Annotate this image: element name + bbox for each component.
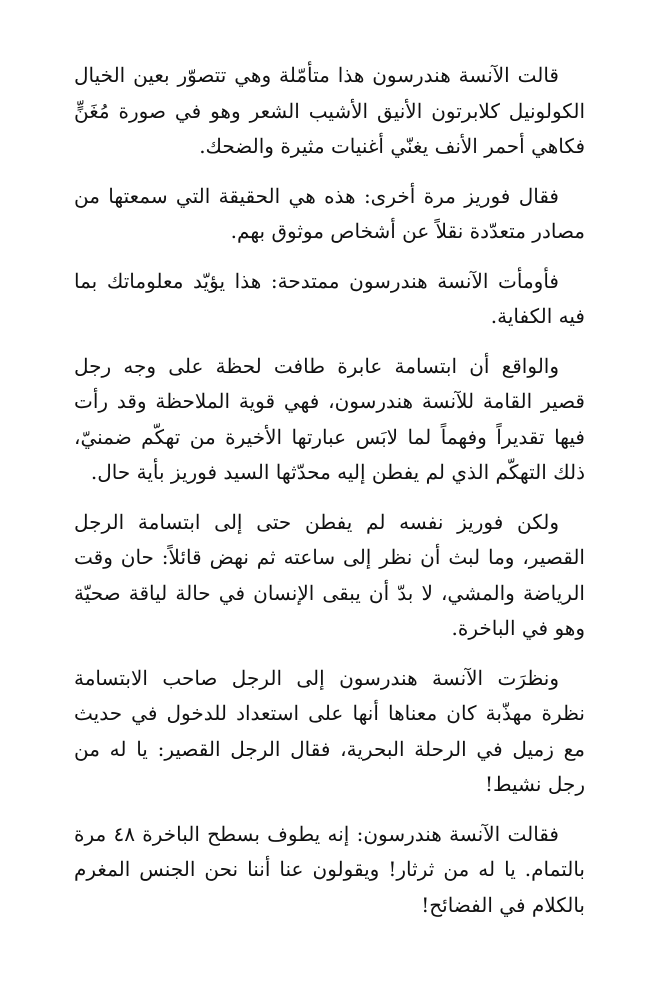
paragraph-1: قالت الآنسة هندرسون هذا متأمّلة وهي تتصوّر بعين الخيال الكولونيل كلابرتون الأنيق الأشيب الشعر وهو في صورة مُغَنٍّ فكاهي أحمر الأنف يغنّي أغنيات مثيرة والضحك. [74, 63, 585, 158]
paragraph-2: فقال فوريز مرة أخرى: هذه هي الحقيقة التي سمعتها من مصادر متعدّدة نقلاً عن أشخاص موثوق بهم. [74, 183, 585, 243]
paragraph-3: فأومأت الآنسة هندرسون ممتدحة: هذا يؤيّد معلوماتك بما فيه الكفاية. [74, 268, 585, 328]
paragraph-7: فقالت الآنسة هندرسون: إنه يطوف بسطح الباخرة ٤٨ مرة بالتمام. يا له من ثرثار! ويقولون عنا أننا نحن الجنس المغرم بالكلام في الفضائح! [74, 821, 585, 917]
paragraph-4: والواقع أن ابتسامة عابرة طافت لحظة على وجه رجل قصير القامة للآنسة هندرسون، فهي قوية الملاحظة وقد رأت فيها تقديراً وفهماً لما لابَس عبارتها الأخيرة من تهكّم ضمنيّ، ذلك التهكّم الذي لم يفطن إليه محدّثها السيد فوريز بأية حال. [74, 353, 585, 484]
paragraph-5: ولكن فوريز نفسه لم يفطن حتى إلى ابتسامة الرجل القصير، وما لبث أن نظر إلى ساعته ثم نهض قائلاً: حان وقت الرياضة والمشي، لا بدّ أن يبقى الإنسان في حالة لياقة صحيّة وهو في الباخرة. [74, 509, 585, 640]
page-text [74, 58, 585, 923]
paragraph-6: ونظرَت الآنسة هندرسون إلى الرجل صاحب الابتسامة نظرة مهذّبة كان معناها أنها على استعداد للدخول في حديث مع زميل في الرحلة البحرية، فقال الرجل القصير: يا له من رجل نشيط! [74, 665, 585, 796]
